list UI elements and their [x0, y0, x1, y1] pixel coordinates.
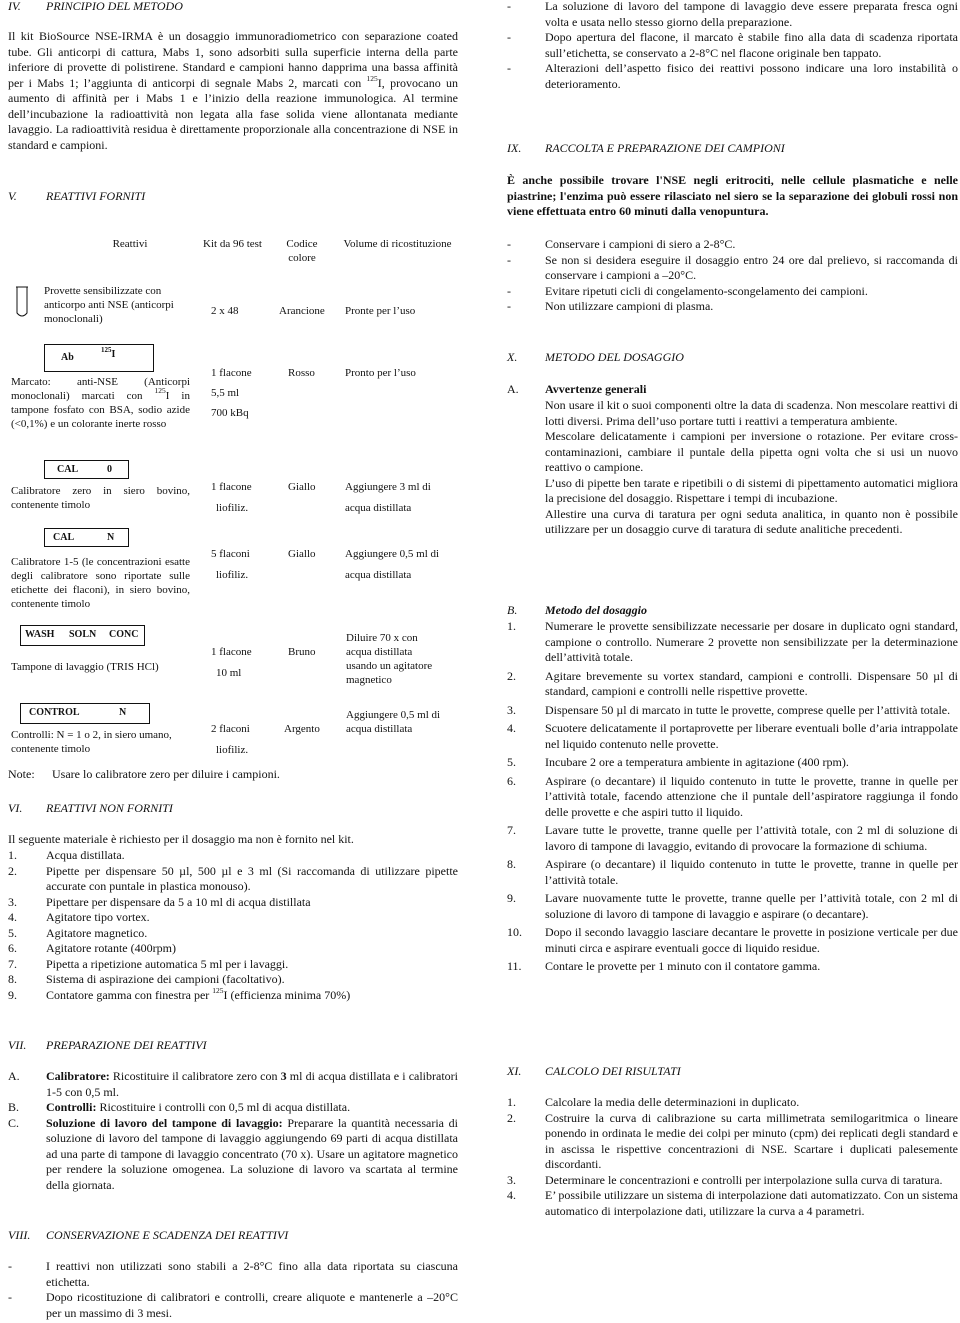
- table-header-kit: Kit da 96 test: [203, 238, 262, 250]
- control-label-box: CONTROL N: [20, 703, 150, 724]
- caln-codice: Giallo: [288, 548, 316, 560]
- list-item: 4. Scuotere delicatamente il portaprovette per liberare eventuali bolle d’aria intrappolate nel liquido contenuto nelle provette.: [507, 721, 958, 751]
- section-6-intro: Il seguente materiale è richiesto per il dosaggio ma non è fornito nel kit.: [8, 832, 354, 846]
- list-item: 7. Lavare tutte le provette, tranne quelle per l’attività totale, con 2 ml di soluzione di lavoro di tampone di lavaggio, evitando di provocare la formazione di schiuma.: [507, 823, 958, 853]
- section-8-heading: VIII. CONSERVAZIONE E SCADENZA DEI REATTIVI: [8, 1228, 289, 1242]
- cal0-volume-1: Aggiungere 3 ml di: [345, 481, 431, 493]
- list-item: 3. Pipettare per dispensare da 5 a 10 ml di acqua distillata: [8, 894, 311, 909]
- control-kit-1: 2 flaconi: [211, 723, 250, 735]
- tube-row-kit: 2 x 48: [211, 305, 239, 317]
- tracer-kit-2: 5,5 ml: [211, 387, 240, 399]
- section-6-heading: VI. REATTIVI NON FORNITI: [8, 801, 173, 815]
- wash-volume: Diluire 70 x con acqua distillata usando un agitatore magnetico: [346, 632, 433, 686]
- list-item: 4. E’ possibile utilizzare un sistema di interpolazione dati automatizzato. Con un sistema automatico di interpolazione dati, utilizzare la curva a 4 parametri.: [507, 1188, 958, 1218]
- section-10-b-heading: B. Metodo del dosaggio: [507, 603, 647, 617]
- list-item: - Non utilizzare campioni di plasma.: [507, 299, 714, 313]
- control-desc: Controlli: N = 1 o 2, in siero umano, contenente timolo: [11, 729, 172, 755]
- cal0-volume-2: acqua distillata: [345, 502, 412, 514]
- list-item: 2. Agitare brevemente su vortex standard, campioni e controlli. Dispensare 50 µl di standard, campioni e controlli nelle rispettive provette.: [507, 668, 958, 698]
- section-11-list: [507, 1095, 958, 1219]
- cal0-codice: Giallo: [288, 481, 316, 493]
- list-item: - La soluzione di lavoro del tampone di lavaggio deve essere preparata fresca ogni volta e usata nello stesso giorno della preparazione.: [507, 0, 958, 29]
- section-10-a-heading: A. Avvertenze generali: [507, 382, 647, 396]
- paragraph: L’uso di pipette ben tarate e ripetibili o di sistemi di pipettamento automatici migliora la precisione del dosaggio. Rispettare i tempi di incubazione.: [545, 475, 958, 505]
- list-item: 8. Aspirare (o decantare) il liquido contenuto in tutte le provette, tranne in quelle per l’attività totale.: [507, 857, 958, 887]
- section-10-a-paragraphs: [545, 398, 958, 538]
- table-header-reattivi: Reattivi: [112, 238, 148, 250]
- note: Note: Usare lo calibratore zero per diluire i campioni.: [8, 767, 280, 781]
- list-item: 1. Acqua distillata.: [8, 848, 125, 862]
- list-item: - Dopo apertura del flacone, il marcato è stabile fino alla data di scadenza riportata sull’etichetta, se conservato a 2-8°C nel flacone originale ben tappato.: [507, 30, 958, 60]
- section-7-list: [8, 1069, 458, 1193]
- list-item: A. Calibratore: Ricostituire il calibratore zero con 3 ml di acqua distillata e i calibratori 1-5 con 0,5 ml.: [8, 1069, 458, 1099]
- section-4-text: Il kit BioSource NSE-IRMA è un dosaggio immunoradiometrico con separazione coated tube. Gli anticorpi di cattura, Mabs 1, sono adsorbiti sulla superficie interna della parte inferiore di provette di polistirene. Standard e campioni hanno dapprima una bassa affinità per i Mabs 1; l’aggiunta di anticorpi di segnale Mabs 2, marcati con $^{125}$I, provocano un aumento di affinità per i Mabs 1 e l’inizio della reazione immunologica. Al termine dell’incubazione la radioattività non legata alla fase solida viene allontanata mediante lavaggio. La radioattività residua è direttamente proporzionale alla concentrazione di NSE in standard e campioni.: [8, 29, 459, 152]
- list-item: 10. Dopo il secondo lavaggio lasciare decantare le provette in posizione verticale per due minuti circa e aspirare eventuali gocce di liquido residue.: [507, 925, 958, 955]
- section-9-heading: IX. RACCOLTA E PREPARAZIONE DEI CAMPIONI: [507, 141, 785, 155]
- list-item: 4. Agitatore tipo vortex.: [8, 910, 150, 924]
- list-item: 2. Pipette per dispensare 50 µl, 500 µl e 3 ml (Si raccomanda di utilizzare pipette accurate con puntale in plastica monouso).: [8, 863, 458, 893]
- right-top-list: [507, 0, 958, 92]
- tube-row-desc: Provette sensibilizzate con anticorpo anti NSE (anticorpi monoclonali): [44, 285, 174, 325]
- cal0-kit-1: 1 flacone: [211, 481, 252, 493]
- section-10-b-list: [507, 619, 958, 975]
- list-item: - I reattivi non utilizzati sono stabili a 2-8°C fino alla data riportata su ciascuna etichetta.: [8, 1259, 458, 1289]
- list-item: 1. Numerare le provette sensibilizzate necessarie per dosare in duplicato ogni standard, campione o controllo. Numerare 2 provette non sensibilizzate per la determinazione dell’attività totale.: [507, 619, 958, 664]
- list-item: 8. Sistema di aspirazione dei campioni (facoltativo).: [8, 972, 285, 986]
- list-item: - Conservare i campioni di siero a 2-8°C.: [507, 237, 736, 251]
- list-item: 1. Calcolare la media delle determinazioni in duplicato.: [507, 1095, 800, 1109]
- tube-row-codice: Arancione: [279, 305, 325, 317]
- list-item: 9. Lavare nuovamente tutte le provette, tranne quelle per l’attività totale, con 2 ml di soluzione di lavoro di tampone di lavaggio e aspirare (o decantare).: [507, 891, 958, 921]
- tracer-kit-1: 1 flacone: [211, 367, 252, 379]
- section-7-heading: VII. PREPARAZIONE DEI REATTIVI: [8, 1038, 207, 1052]
- caln-volume-2: acqua distillata: [345, 569, 412, 581]
- list-item: C. Soluzione di lavoro del tampone di lavaggio: Preparare la quantità necessaria di soluzione di lavoro del tampone di lavaggio aggiungendo 69 parti di acqua distillata ad una parte di tampone di lavaggio concentrato (70 x). Usare un agitatore magnetico per rendere la soluzione omogenea. La soluzione di lavoro va scartata al termine della giornata.: [8, 1115, 458, 1192]
- list-item: 6. Aspirare (o decantare) il liquido contenuto in tutte le provette, tranne in quelle per l’attività totale, facendo attenzione che il puntale dell’aspiratore raggiunga il fondo delle provette e che aspiri tutto il liquido.: [507, 773, 958, 819]
- wash-desc: Tampone di lavaggio (TRIS HCl): [11, 661, 159, 673]
- tube-icon: [16, 286, 28, 325]
- section-4-heading: IV. PRINCIPIO DEL METODO: [8, 0, 183, 13]
- caln-label-box: CAL N: [44, 528, 129, 547]
- caln-desc: Calibratore 1-5 (le concentrazioni esatte degli calibratore sono riportate sulle etichette dei flaconi), in siero bovino, contenente timolo: [11, 556, 190, 610]
- list-item: 6. Agitatore rotante (400rpm): [8, 941, 176, 955]
- list-item: 5. Agitatore magnetico.: [8, 925, 148, 940]
- wash-kit-2: 10 ml: [216, 667, 242, 679]
- tracer-volume: Pronto per l’uso: [345, 367, 416, 379]
- control-kit-2: liofiliz.: [216, 744, 249, 756]
- list-item: 9. Contatore gamma con finestra per $^{125}$I (efficienza minima 70%): [8, 985, 351, 1002]
- tube-row-volume: Pronte per l’uso: [345, 305, 416, 317]
- table-header-codice: Codice colore: [286, 238, 318, 264]
- paragraph: Allestire una curva di taratura per ogni seduta analitica, in quanto non è possibile utilizzare per un dosaggio curve di taratura di sedute analitiche precedenti.: [545, 506, 958, 536]
- list-item: 7. Pipetta a ripetizione automatica 5 ml per i lavaggi.: [8, 956, 289, 971]
- caln-volume-1: Aggiungere 0,5 ml di: [345, 548, 440, 560]
- cal0-desc: Calibratore zero in siero bovino, contenente timolo: [11, 485, 190, 511]
- wash-codice: Bruno: [288, 646, 316, 658]
- paragraph: Mescolare delicatamente i campioni per inversione o rotazione. Per evitare cross-contaminazioni, cambiare il puntale della pipetta ogni volta che si usi un nuovo reattivo o campione.: [545, 429, 958, 474]
- section-8-list: [8, 1259, 458, 1321]
- list-item: - Se non si desidera eseguire il dosaggio entro 24 ore dal prelievo, si raccomanda di conservare i campioni a –20°C.: [507, 252, 958, 282]
- list-item: - Alterazioni dell’aspetto fisico dei reattivi possono indicare una loro instabilità o deterioramento.: [507, 61, 958, 91]
- control-codice: Argento: [284, 723, 320, 735]
- section-6-list: [8, 848, 458, 1003]
- list-item: 3. Dispensare 50 µl di marcato in tutte le provette, comprese quelle per l’attività totale.: [507, 702, 951, 717]
- section-11-heading: XI. CALCOLO DEI RISULTATI: [507, 1064, 681, 1078]
- section-5-heading: V. REATTIVI FORNITI: [8, 189, 146, 203]
- paragraph: Non usare il kit o suoi componenti oltre la data di scadenza. Non mescolare reattivi di lotti diversi. Prima dell’uso portare tutti i reattivi a temperatura ambiente.: [545, 398, 958, 428]
- tracer-label-box: Ab $^{125}$I: [44, 344, 154, 372]
- list-item: 5. Incubare 2 ore a temperatura ambiente in agitazione (400 rpm).: [507, 755, 849, 769]
- cal0-label-box: CAL 0: [44, 460, 129, 479]
- table-header-volume: Volume di ricostituzione: [343, 238, 452, 250]
- list-item: 2. Costruire la curva di calibrazione su carta millimetrata semilogaritmica o lineare ponendo in ordinata le medie dei colpi per minuto (cpm) dei replicati degli standard e in ascissa le rispettive concentrazioni di NSE. Scartare i duplicati palesemente discordanti.: [507, 1110, 958, 1171]
- wash-label-box: WASH SOLN CONC: [20, 625, 145, 646]
- cal0-kit-2: liofiliz.: [216, 502, 249, 514]
- wash-kit-1: 1 flacone: [211, 646, 252, 658]
- caln-kit-2: liofiliz.: [216, 569, 249, 581]
- tracer-desc: Marcato: anti-NSE (Anticorpi monoclonali) marcati con $^{125}$I in tampone fosfato con BSA, sodio azide (<0,1%) e un colorante inerte rosso: [11, 376, 190, 430]
- section-9-bold-text: È anche possibile trovare l'NSE negli eritrociti, nelle cellule plasmatiche e nelle piastrine; l'enzima può essere rilasciato nel siero se la separazione dei globuli rossi non viene effettuata entro 60 minuti dalla venopuntura.: [507, 173, 958, 218]
- list-item: 11. Contare le provette per 1 minuto con il contatore gamma.: [507, 959, 821, 973]
- caln-kit-1: 5 flaconi: [211, 548, 250, 560]
- section-9-list: [507, 237, 958, 315]
- tracer-codice: Rosso: [288, 367, 315, 379]
- list-item: 3. Determinare le concentrazioni e controlli per interpolazione sulla curva di taratura.: [507, 1172, 943, 1187]
- list-item: - Dopo ricostituzione di calibratori e controlli, creare aliquote e mantenerle a –20°C per un massimo di 3 mesi.: [8, 1290, 458, 1320]
- list-item: - Evitare ripetuti cicli di congelamento-scongelamento dei campioni.: [507, 283, 868, 298]
- tracer-kit-3: 700 kBq: [211, 407, 249, 419]
- list-item: B. Controlli: Ricostituire i controlli con 0,5 ml di acqua distillata.: [8, 1100, 351, 1114]
- section-10-heading: X. METODO DEL DOSAGGIO: [507, 350, 684, 364]
- control-volume: Aggiungere 0,5 ml di acqua distillata: [346, 709, 441, 735]
